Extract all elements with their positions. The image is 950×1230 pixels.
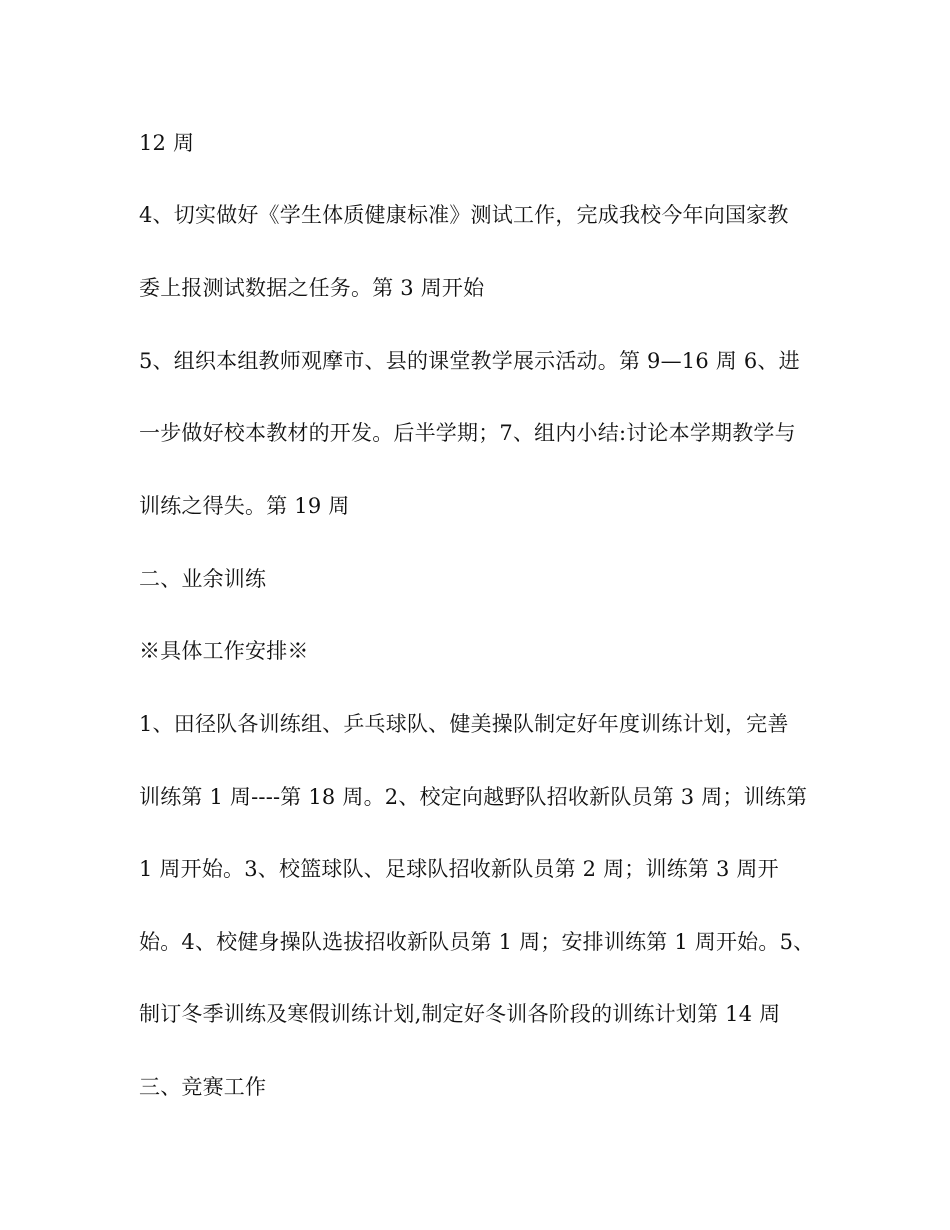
text-line: 4、切实做好《学生体质健康标准》测试工作，完成我校今年向国家教	[139, 203, 789, 227]
text-line: 委上报测试数据之任务。第 3 周开始	[139, 276, 485, 300]
text-line: 12 周	[139, 131, 195, 155]
text-line: 训练第 1 周----第 18 周。2、校定向越野队招收新队员第 3 周；训练第	[139, 785, 808, 809]
section-heading: 三、竞赛工作	[139, 1075, 267, 1099]
text-line: 1 周开始。3、校篮球队、足球队招收新队员第 2 周；训练第 3 周开	[139, 857, 779, 881]
text-line: 5、组织本组教师观摩市、县的课堂教学展示活动。第 9—16 周 6、进	[139, 349, 800, 373]
subheading: ※具体工作安排※	[139, 639, 309, 663]
text-line: 一步做好校本教材的开发。后半学期；7、组内小结:讨论本学期教学与	[139, 421, 796, 445]
text-line: 1、田径队各训练组、乒乓球队、健美操队制定好年度训练计划，完善	[139, 712, 789, 736]
text-line: 训练之得失。第 19 周	[139, 494, 350, 518]
text-line: 始。4、校健身操队选拔招收新队员第 1 周；安排训练第 1 周开始。5、	[139, 930, 815, 954]
text-line: 制订冬季训练及寒假训练计划,制定好冬训各阶段的训练计划第 14 周	[139, 1002, 781, 1026]
section-heading: 二、业余训练	[139, 567, 267, 591]
